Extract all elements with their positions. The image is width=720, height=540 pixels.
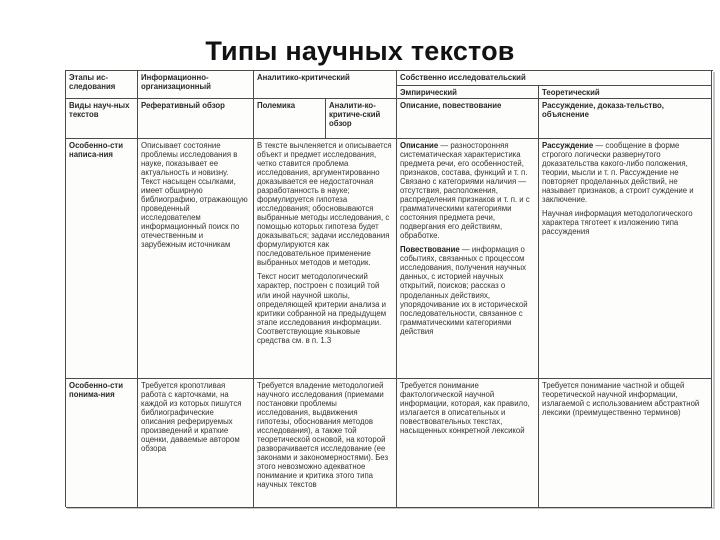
cell-types-description-narration: Описание, повествование: [397, 99, 539, 139]
paragraph: Описание — разносторонняя систематическая характеристика предмета речи, его особенностей, признаков, состава, функций и т. п. Связано с категориями наличия — отсутствия, расположения, распределения признаков и т. п. и с грамматическими категориями состояния предмета речи, подвергания его действиям, обработке.: [400, 141, 530, 241]
paragraph: Требуется кропотливая работа с карточками, на каждой из которых пишутся библиографические описания реферируемых произведений и краткие оценки, даваемые автором обзора: [141, 381, 242, 454]
paragraph: Требуется владение методологией научного исследования (приемами постановки проблемы исследования, выдвижения гипотезы, обоснования методов исследования), а также той теоретической основой, на которой разворачивается исследование (ее законами и закономерностями). Без этого невозможно адекватное понимание и критика этого типа научных текстов: [257, 381, 389, 490]
header-own-research: Собственно исследовательский: [397, 71, 712, 86]
cell-types-polemic: Полемика: [254, 99, 326, 139]
paragraph: Требуется понимание частной и общей теоретической научной информации, излагаемой с использованием абстрактной лексики (преимущественно терминов): [542, 381, 700, 418]
cell-writing-info-org: [138, 139, 254, 379]
paragraph: Требуется понимание фактологической научной информации, которая, как правило, излагается в описательных и повествовательных текстах, насыщенных конкретной лексикой: [400, 381, 530, 436]
science-text-types-table: [65, 70, 713, 507]
header-info-organizational: Информационно-организационный: [138, 71, 254, 99]
paragraph: Научная информация методологического характера тяготеет к изложению типа рассуждения: [542, 209, 693, 237]
row-label-understanding-features: Особенно-сти понима-ния: [66, 379, 138, 508]
paragraph: Описывает состояние проблемы исследования в науке, показывает ее актуальность и новизну. Текст насыщен ссылками, имеет обширную библиографию, отражающую проведенный исследователем информационный поиск по отечественным и зарубежным источникам: [141, 141, 248, 250]
paragraph: Рассуждение — сообщение в форме строгого логически развернутого доказательства какого-либо положения, теории, мысли и т. п. Рассуждение не повторяет проделанных действий, не называет признаков, а строит суждение и заключение.: [542, 141, 694, 205]
cell-understanding-analytical-critical: [254, 379, 397, 508]
row-label-writing-features: Особенно-сти написа-ния: [66, 139, 138, 379]
cell-understanding-empirical: [397, 379, 539, 508]
cell-writing-empirical: [397, 139, 539, 379]
cell-types-referential-review: Реферативный обзор: [138, 99, 254, 139]
cell-understanding-info-org: [138, 379, 254, 508]
term-reasoning: Рассуждение: [542, 141, 594, 150]
cell-types-analytical-critical-review: Аналити-ко-критиче-ский обзор: [326, 99, 397, 139]
cell-writing-analytical-critical: [254, 139, 397, 379]
cell-understanding-theoretical: [539, 379, 712, 508]
header-empirical: Эмпирический: [397, 86, 539, 99]
paragraph: В тексте вычленяется и описывается объект и предмет исследования, четко ставится проблема исследования, аргументированно доказывается ее недостаточная разработанность в науке; формулируется гипотеза исследования; обосновываются выбранные методы исследования, с помощью которых гипотеза будет доказываться; задачи исследования формулируются как последовательное применение выбранных методов и методик.: [257, 141, 392, 268]
row-label-text-types: Виды науч-ных текстов: [66, 99, 138, 139]
header-theoretical: Теоретический: [539, 86, 712, 99]
page-title: Типы научных текстов: [205, 36, 515, 66]
term-narration: Повествование: [400, 245, 460, 255]
paragraph: Повествование — информация о событиях, связанных с процессом исследования, получения научных данных, с историей научных открытий, поисков; рассказ о проделанных действиях, упорядочивание их в исторической последовательности, связанное с грамматическими категориями действия: [400, 245, 528, 336]
header-analytical-critical: Аналитико-критический: [254, 71, 397, 99]
cell-types-reasoning-proof: Рассуждение, доказа-тельство, объяснение: [539, 99, 712, 139]
header-research-stages: Этапы ис-следования: [66, 71, 138, 99]
term-description: Описание: [400, 141, 439, 150]
cell-writing-theoretical: [539, 139, 712, 379]
paragraph: Текст носит методологический характер, построен с позиций той или иной научной школы, определяющей критерии анализа и критики собранной на предыдущем этапе исследования информации. Соответствующие языковые средства см. в п. 1.3: [257, 272, 387, 345]
